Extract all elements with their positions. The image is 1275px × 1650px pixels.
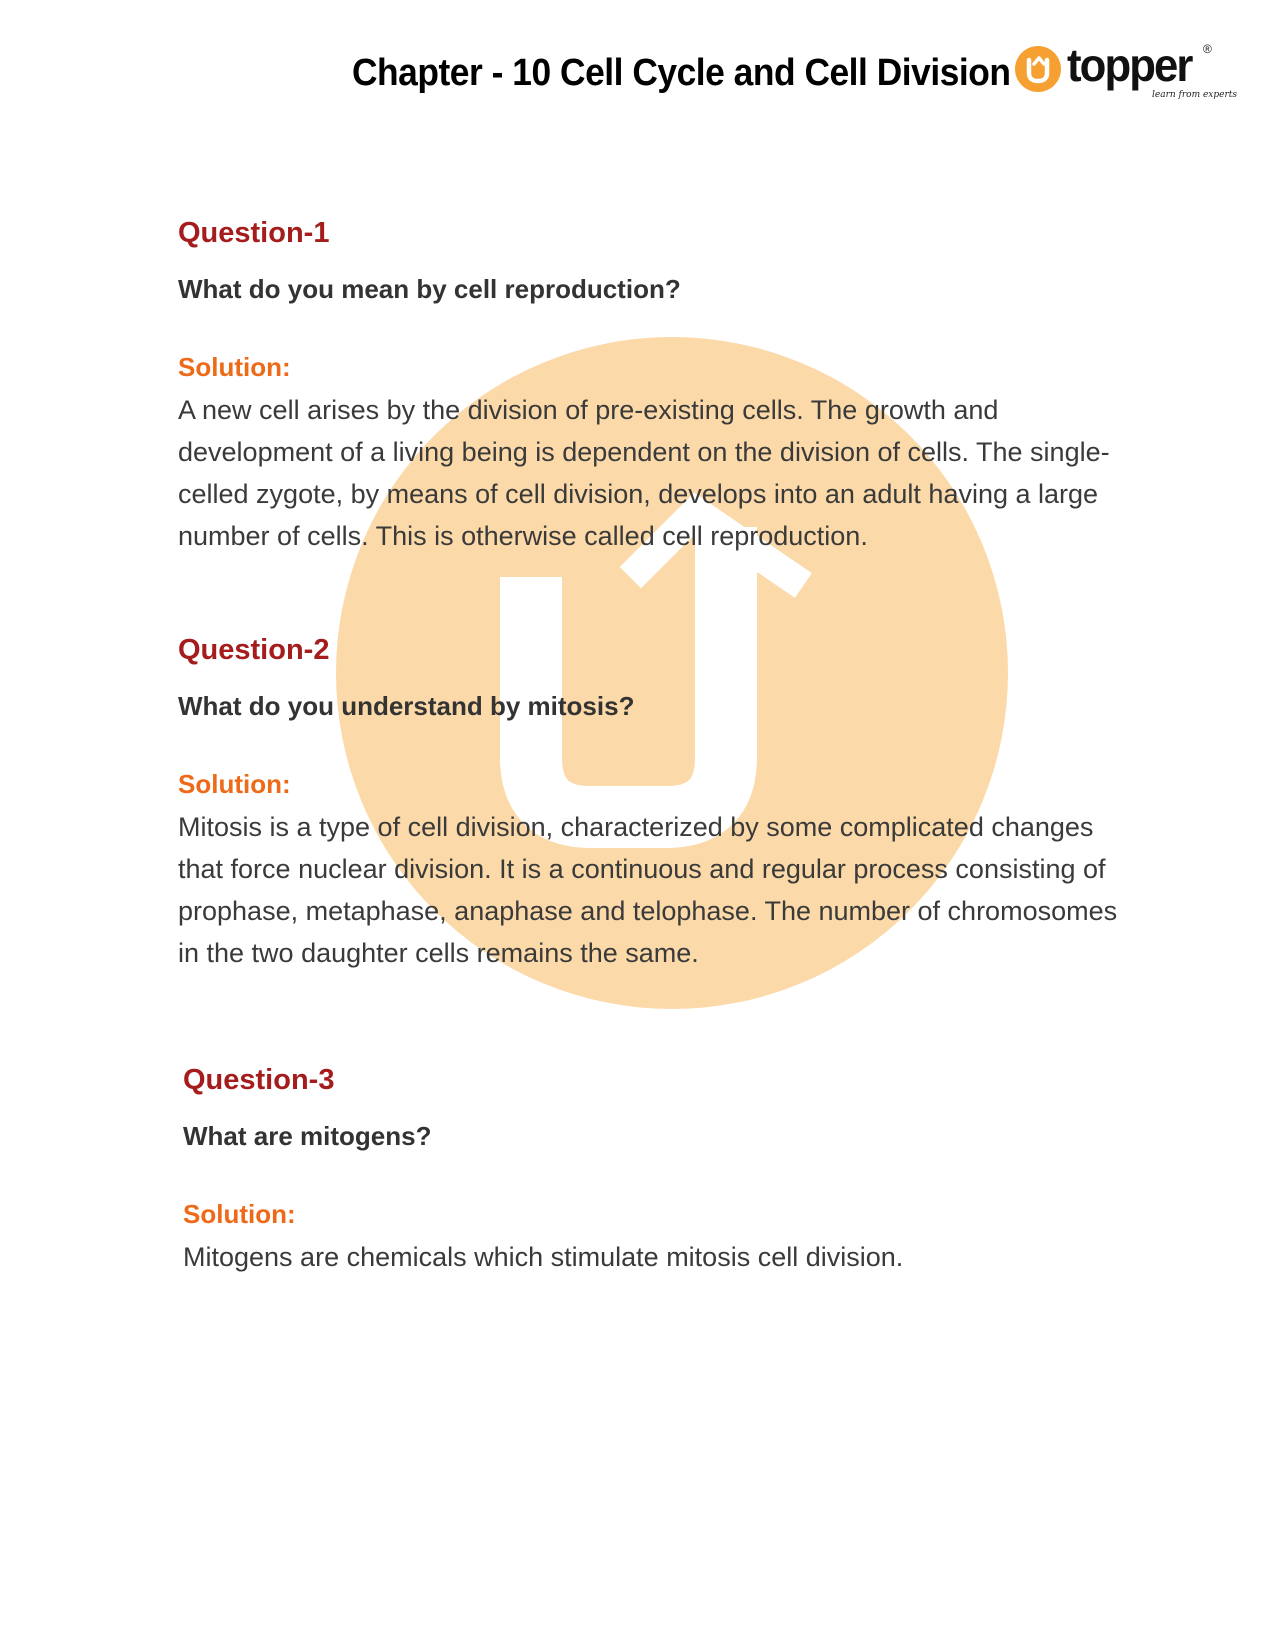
solution-text: Mitogens are chemicals which stimulate mitosis cell division. [183,1242,904,1272]
solution-text: Mitosis is a type of cell division, characterized by some complicated changes that force nuclear division. It is a continuous and regular process consisting of prophase, metaphase, anaphase and telophase. The number of chromosomes in the two daughter cells remains the same. [178,812,1118,968]
qa-block-1 [178,213,1138,557]
question-text: What are mitogens? [183,1121,432,1151]
qa-block-2 [178,630,1138,974]
solution-text: A new cell arises by the division of pre-existing cells. The growth and development of a living being is dependent on the division of cells. The single-celled zygote, by means of cell division, develops into an adult having a large number of cells. This is otherwise called cell reproduction. [178,395,1110,551]
question-text: What do you understand by mitosis? [178,691,635,721]
registered-mark: ® [1203,42,1212,56]
question-label: Question-2 [178,634,330,666]
question-label: Question-1 [178,217,330,249]
solution-label: Solution: [178,769,291,799]
question-label: Question-3 [183,1064,335,1096]
question-text: What do you mean by cell reproduction? [178,274,681,304]
logo-tagline: learn from experts [1152,90,1238,100]
logo-wordmark: topper [1067,39,1192,91]
chapter-title: Chapter - 10 Cell Cycle and Cell Division [352,52,1011,94]
solution-label: Solution: [183,1199,296,1229]
qa-block-3 [183,1060,1143,1278]
solution-label: Solution: [178,352,291,382]
